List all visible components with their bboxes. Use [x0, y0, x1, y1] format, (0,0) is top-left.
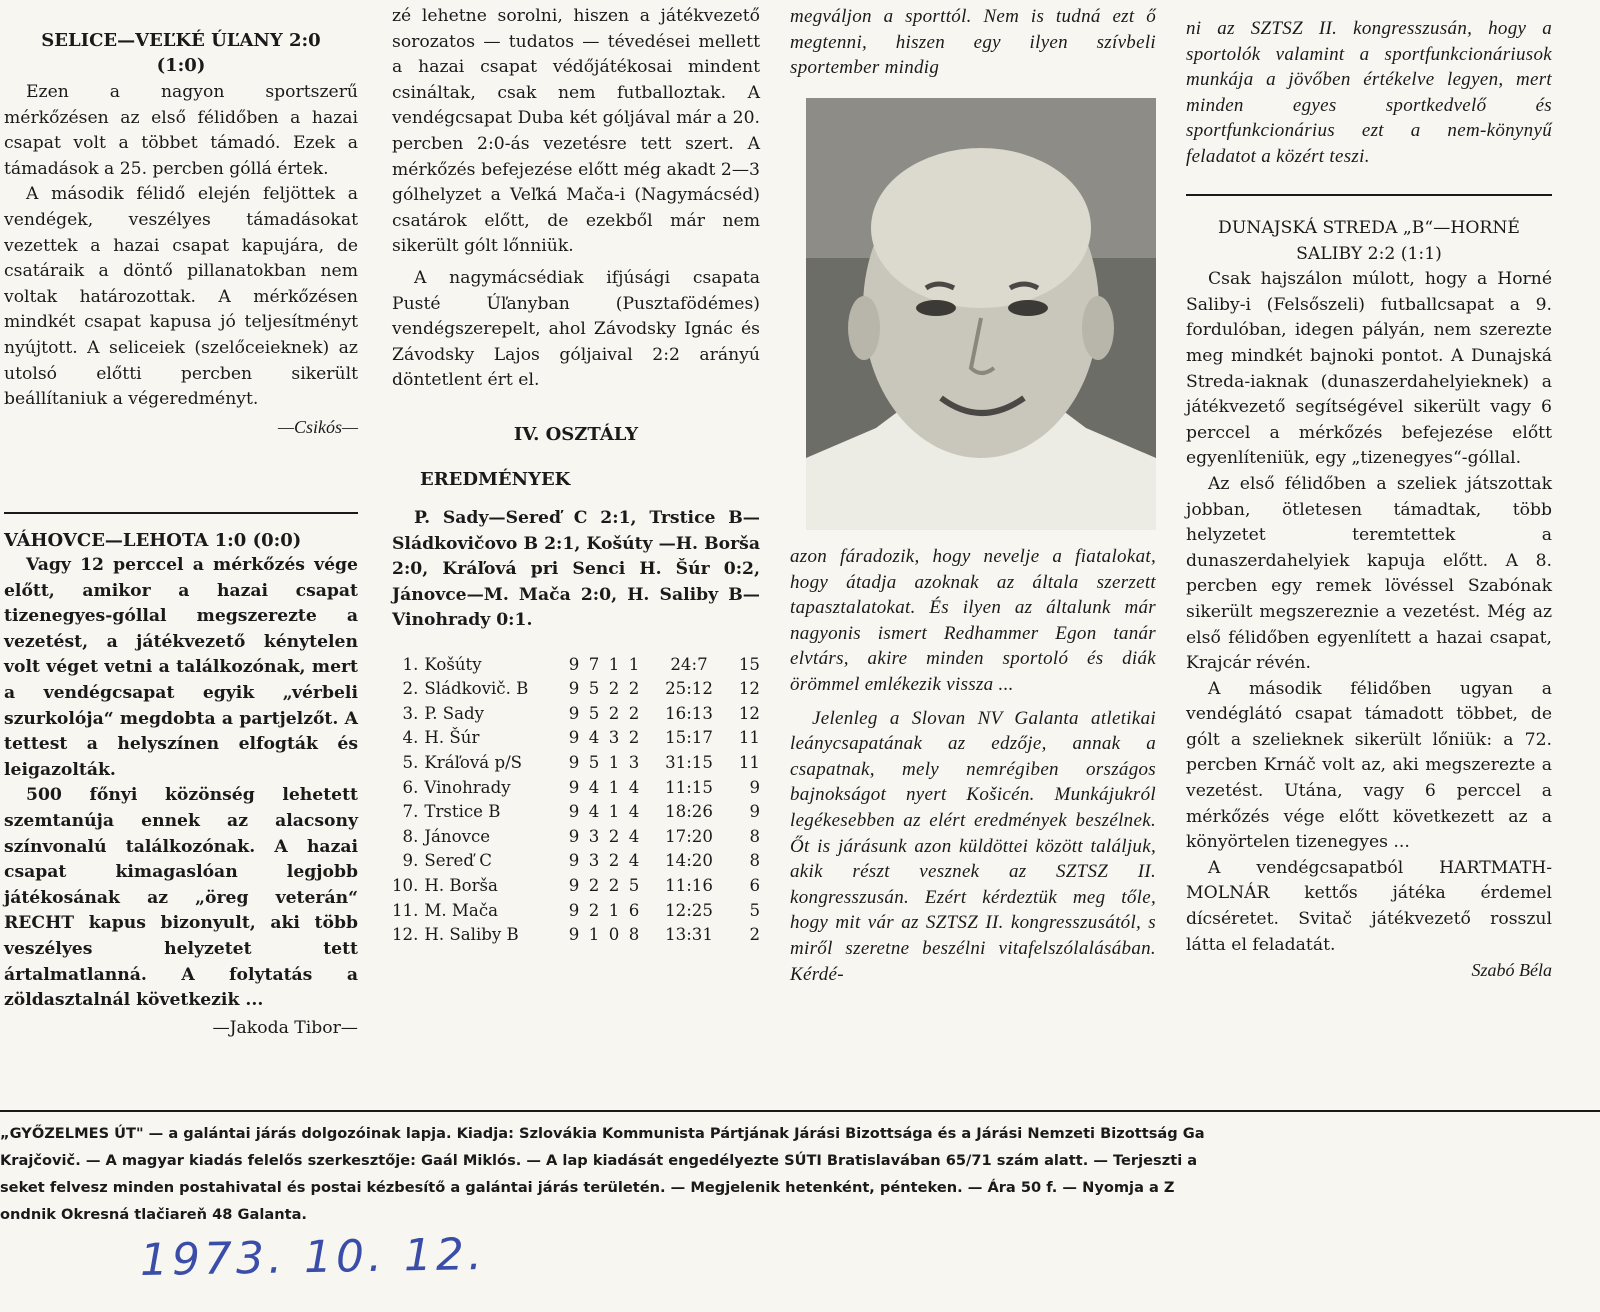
standings-score: 15:17 — [665, 728, 713, 748]
standings-team: Jánovce — [424, 826, 491, 846]
paragraph: Vagy 12 perccel a mérkőzés vége előtt, amikor a hazai csapat tizenegyes-góllal megszerezte a vezetést, a játékvezető kénytelen volt véget vetni a találkozónak, mert a vendégcsapat egyik „vérbeli szurkolója“ megdobta a partjelzőt. A tettest a helyszínen elfogták és leigazolták. — [4, 555, 358, 780]
paragraph: A vendégcsapatból HARTMATH-MOLNÁR kettős játéka érdemel dícséretet. Svitač játékvezető rosszul látta el feladatát. — [1186, 857, 1552, 955]
standings-d: 1 — [608, 654, 620, 674]
standings-team: Trstice B — [424, 802, 501, 822]
paragraph: Csak hajszálon múlott, hogy a Horné Saliby-i (Felsőszeli) futballcsapat a 9. fordulóban, idegen pályán, nem szerezte meg mindkét bajnoki pontot. A Dunajská Streda-iaknak (dunaszerdahelyieknek) a játékvezető segítségével sikerült vagy 6 perccel a mérkőzés befejezése előtt egyenlíteniük, egy „tizenegyes“-góllal. — [1186, 269, 1552, 469]
standings-w: 1 — [588, 925, 600, 945]
standings-d: 0 — [608, 925, 620, 945]
standings-row — [392, 922, 760, 947]
standings-rank: 8. — [402, 826, 419, 846]
standings-rank: 9. — [402, 851, 419, 871]
standings-score: 11:15 — [665, 777, 713, 797]
standings-rank: 7. — [402, 802, 419, 822]
standings-l: 4 — [628, 851, 640, 871]
standings-team: Sereď C — [424, 851, 492, 871]
author-byline: Szabó Béla — [1471, 960, 1552, 981]
standings-p: 9 — [568, 777, 580, 797]
standings-d: 1 — [608, 777, 620, 797]
standings-team: H. Borša — [424, 876, 498, 896]
standings-rank: 10. — [392, 876, 419, 896]
standings-l: 4 — [628, 777, 640, 797]
footer-line: ondnik Okresná tlačiareň 48 Galanta. — [0, 1206, 307, 1223]
paragraph: Jelenleg a Slovan NV Galanta atletikai leánycsapatának az edzője, annak a csapatnak, mely nemrégiben országos bajnokságot nyert Košicén. Munkájukról legékesebben az elért eredmények beszélnek. Őt is járásunk azon küldöttei között találjuk, akik részt vesznek az SZTSZ II. kongresszusán. Ezért kérdeztük meg tőle, hogy mit vár az SZTSZ II. kongresszusától, s miről szeretne beszélni vitafelszólalásában. Kérdé- — [790, 707, 1156, 985]
standings-score: 24:7 — [670, 654, 708, 674]
standings-p: 9 — [568, 826, 580, 846]
paragraph: Ezen a nagyon sportszerű mérkőzésen az első félidőben a hazai csapat volt a többet támadó. Ezek a támadások a 25. percben góllá értek. — [4, 82, 358, 179]
standings-rank: 3. — [402, 703, 419, 723]
standings-d: 1 — [608, 900, 620, 920]
standings-l: 5 — [628, 876, 640, 896]
standings-l: 1 — [628, 654, 640, 674]
headline-vahovce: VÁHOVCE—LEHOTA 1:0 (0:0) — [4, 530, 302, 551]
standings-w: 2 — [588, 900, 600, 920]
standings-p: 9 — [568, 925, 580, 945]
standings-d: 2 — [608, 826, 620, 846]
standings-pts: 9 — [749, 802, 760, 822]
standings-team: Kráľová p/S — [424, 753, 523, 773]
standings-team: Vinohrady — [424, 777, 511, 797]
standings-p: 9 — [568, 703, 580, 723]
standings-team: Sládkovič. B — [424, 679, 529, 699]
standings-w: 4 — [588, 802, 600, 822]
results-text: P. Sady—Sereď C 2:1, Trstice B—Sládkovičovo B 2:1, Košúty —H. Borša 2:0, Kráľová pri Senci H. Šúr 0:2, Jánovce—M. Mača 2:0, H. Saliby B—Vinohrady 0:1. — [392, 507, 760, 631]
headline-dunajska-streda: DUNAJSKÁ STREDA „B“—HORNÉ SALIBY 2:2 (1:1) — [1218, 218, 1520, 264]
standings-d: 1 — [608, 753, 620, 773]
standings-w: 7 — [588, 654, 600, 674]
standings-row — [392, 652, 760, 677]
standings-rank: 1. — [402, 654, 419, 674]
standings-row — [392, 726, 760, 751]
standings-l: 2 — [628, 728, 640, 748]
standings-l: 3 — [628, 753, 640, 773]
masthead-footer — [0, 1120, 1600, 1228]
standings-w: 3 — [588, 826, 600, 846]
standings-l: 4 — [628, 802, 640, 822]
standings-pts: 12 — [738, 703, 760, 723]
standings-pts: 9 — [749, 777, 760, 797]
standings-w: 5 — [588, 753, 600, 773]
paragraph: megváljon a sporttól. Nem is tudná ezt ő megtenni, hiszen egy ilyen szívbeli sportember mindig — [790, 6, 1156, 79]
standings-w: 5 — [588, 679, 600, 699]
standings-pts: 2 — [749, 925, 760, 945]
headline-selice: SELICE—VEĽKÉ ÚĽANY 2:0 — [41, 30, 321, 51]
standings-row — [392, 873, 760, 898]
standings-team: P. Sady — [424, 703, 484, 723]
author-byline: —Csikós— — [277, 416, 358, 437]
paragraph: zé lehetne sorolni, hiszen a játékvezető sorozatos — tudatos — tévedései mellett a hazai csapat védőjátékosai mindent csináltak, csak nem futballoztak. A vendégcsapat Duba két góljával már a 20. percben 2:0-ás vezetésre tett szert. A mérkőzés befejezése előtt még akadt 2—3 gólhelyzet a Veľká Mača-i (Nagymácséd) csatárok előtt, de ezekből már nem sikerült gólt lőnniük. — [392, 6, 760, 257]
portrait-photo — [806, 98, 1156, 530]
standings-p: 9 — [568, 654, 580, 674]
standings-team: H. Saliby B — [424, 925, 519, 945]
standings-p: 9 — [568, 876, 580, 896]
handwritten-date: 1973. 10. 12. — [139, 1228, 487, 1287]
paragraph: ni az SZTSZ II. kongresszusán, hogy a sportolók valamint a sportfunkcionáriusok munkája a jövőben értékelve legyen, mert minden egyes sportkedvelő és sportfunkcionárius ezt a nem-könynyű feladatot a közért teszi. — [1186, 18, 1552, 167]
standings-d: 2 — [608, 851, 620, 871]
standings-pts: 8 — [749, 826, 760, 846]
standings-l: 2 — [628, 703, 640, 723]
standings-score: 31:15 — [665, 753, 713, 773]
standings-l: 8 — [628, 925, 640, 945]
standings-score: 25:12 — [665, 679, 713, 699]
standings-score: 14:20 — [665, 851, 713, 871]
standings-p: 9 — [568, 851, 580, 871]
footer-line: seket felvesz minden postahivatal és postai kézbesítő a galántai járás területén. — Megjelenik hetenként, pénteken. — Ára 50 f. — Nyomja a Z — [0, 1179, 1175, 1196]
standings-row — [392, 701, 760, 726]
standings-score: 11:16 — [665, 876, 713, 896]
standings-pts: 15 — [738, 654, 760, 674]
standings-row — [392, 898, 760, 923]
results-title: EREDMÉNYEK — [420, 468, 571, 490]
standings-d: 2 — [608, 876, 620, 896]
standings-rank: 6. — [402, 777, 419, 797]
standings-p: 9 — [568, 900, 580, 920]
standings-w: 2 — [588, 876, 600, 896]
standings-row — [392, 849, 760, 874]
standings-team: Košúty — [424, 654, 482, 674]
standings-pts: 11 — [738, 728, 760, 748]
article-selice — [4, 28, 358, 438]
standings-p: 9 — [568, 753, 580, 773]
standings-d: 3 — [608, 728, 620, 748]
standings-d: 2 — [608, 703, 620, 723]
paragraph: A második félidő elején feljöttek a vendégek, veszélyes támadásokat vezettek a hazai csapat kapujára, de csatáraik a döntő pillanatokban nem voltak határozottak. A mérkőzésen mindkét csapat kapusa jó teljesítményt nyújtott. A seliceiek (szelőceieknek) az utolsó előtti percben sikerült beállítaniuk a végeredményt. — [4, 184, 358, 410]
standings-row — [392, 676, 760, 701]
standings-w: 3 — [588, 851, 600, 871]
standings-w: 5 — [588, 703, 600, 723]
author-byline: —Jakoda Tibor— — [212, 1017, 358, 1038]
footer-line: „GYŐZELMES ÚT" — a galántai járás dolgozóinak lapja. Kiadja: Szlovákia Kommunista Pártjának Járási Bizottsága és a Járási Nemzeti Bizottság Ga — [0, 1125, 1205, 1142]
standings-score: 16:13 — [665, 703, 713, 723]
standings-team: H. Šúr — [424, 728, 480, 748]
paragraph: Az első félidőben a szeliek játszottak jobban, ötletesen támadtak, több helyzetet teremtettek a dunaszerdahelyiek kapuja előtt. A 8. percben egy remek lövéssel Szabónak sikerült megszereznie a vezetést. Még az első félidőben egyenlített a hazai csapat, Krajcár révén. — [1186, 473, 1552, 674]
standings-p: 9 — [568, 679, 580, 699]
standings-rank: 2. — [402, 679, 419, 699]
standings-row — [392, 750, 760, 775]
standings-score: 18:26 — [665, 802, 713, 822]
standings-p: 9 — [568, 802, 580, 822]
standings-row — [392, 824, 760, 849]
standings-score: 12:25 — [665, 900, 713, 920]
paragraph: A nagymácsédiak ifjúsági csapata Pusté Úľanyban (Pusztafödémes) vendégszerepelt, ahol Závodsky Ignác és Závodsky Lajos góljaival 2:2 arányú döntetlent ért el. — [392, 267, 760, 391]
section-title: IV. OSZTÁLY — [513, 423, 639, 445]
standings-w: 4 — [588, 777, 600, 797]
paragraph: A második félidőben ugyan a vendéglátó csapat támadott többet, de gólt a szelieknek sikerült lőniük: a 72. percben Krnáč volt az, aki megszerezte a vezetést. Utána, vagy 6 perccel a mérkőzés vége előtt következett az a könyörtelen tizenegyes ... — [1186, 678, 1552, 853]
standings-l: 2 — [628, 679, 640, 699]
paragraph: 500 főnyi közönség lehetett szemtanúja ennek az alacsony színvonalú találkozónak. A hazai csapat kimagaslóan legjobb játékosának az „öreg veterán“ RECHT kapus bizonyult, aki több veszélyes helyzetet tett ártalmatlanná. A folytatás a zöldasztalnál következik ... — [4, 785, 358, 1011]
standings-w: 4 — [588, 728, 600, 748]
footer-line: Krajčovič. — A magyar kiadás felelős szerkesztője: Gaál Miklós. — A lap kiadását engedélyezte SÚTI Bratislavában 65/71 szám alatt. — Terjeszti a — [0, 1152, 1198, 1169]
standings-p: 9 — [568, 728, 580, 748]
standings-row — [392, 799, 760, 824]
standings-d: 1 — [608, 802, 620, 822]
paragraph: azon fáradozik, hogy nevelje a fiatalokat, hogy átadja azoknak az általa szerzett tapasztalatokat. És ilyen az általunk már nagyonis ismert Redhammer Egon tanár elvtárs, akire minden sportoló és diák örömmel emlékezik vissza ... — [790, 546, 1156, 695]
headline-selice-halftime: (1:0) — [156, 55, 206, 76]
standings-score: 17:20 — [665, 826, 713, 846]
standings-pts: 6 — [749, 876, 760, 896]
standings-pts: 5 — [749, 900, 760, 920]
standings-rank: 12. — [392, 925, 419, 945]
standings-pts: 8 — [749, 851, 760, 871]
standings-row — [392, 775, 760, 800]
standings-rank: 4. — [402, 728, 419, 748]
portrait-illustration — [806, 98, 1156, 530]
divider — [1186, 194, 1552, 196]
standings-team: M. Mača — [424, 900, 499, 920]
standings-pts: 12 — [738, 679, 760, 699]
standings-pts: 11 — [738, 753, 760, 773]
standings-d: 2 — [608, 679, 620, 699]
divider — [4, 512, 358, 514]
standings-rank: 11. — [392, 900, 419, 920]
standings-score: 13:31 — [665, 925, 713, 945]
standings-l: 4 — [628, 826, 640, 846]
standings-l: 6 — [628, 900, 640, 920]
standings-table — [392, 652, 760, 947]
article-vahovce — [4, 528, 358, 1038]
footer-divider — [0, 1110, 1600, 1112]
standings-rank: 5. — [402, 753, 419, 773]
